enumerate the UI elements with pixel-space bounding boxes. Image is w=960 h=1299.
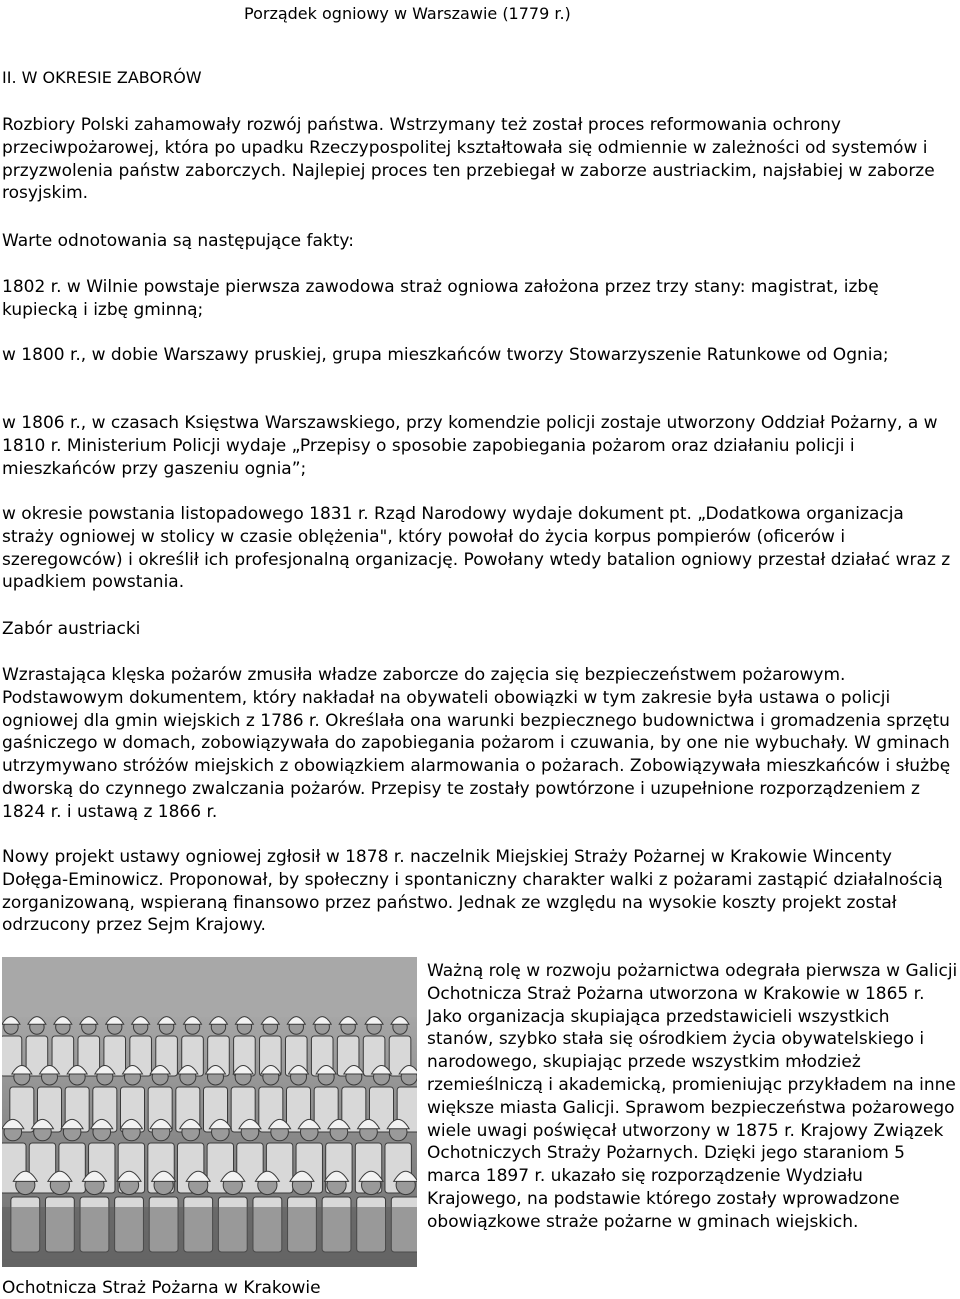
- side-paragraph: Ważną rolę w rozwoju pożarnictwa odegrała pierwsza w Galicji Ochotnicza Straż Pożarna utworzona w Krakowie w 1865 r. Jako organizacja skupiająca przedstawicieli wszystkich stanów, szybko stała się ośrodkiem życia obywatelskiego i narodowego, skupiając przede wszystkim młodzież rzemieślniczą i akademicką, promieniując przykładem na inne większe miasta Galicji. Sprawom bezpieczeństwa pożarowego wiele uwagi poświęcał utworzony w 1875 r. Krajowy Związek Ochotniczych Straży Pożarnych. Dzięki jego staraniom 5 marca 1897 r. ukazało się rozporządzenie Wydziału Krajowego, na podstawie którego zostały wprowadzone obowiązkowe straże pożarne w gminach wiejskich.: [427, 961, 958, 1232]
- subsection-heading-austrian: Zabór austriacki: [2, 619, 141, 639]
- fact-1806-paragraph: w 1806 r., w czasach Księstwa Warszawskiego, przy komendzie policji zostaje utworzony Oddział Pożarny, a w 1810 r. Ministerium Policji wydaje „Przepisy o sposobie zapobiegania pożarom oraz działaniu policji i mieszkańców przy gaszeniu ognia”;: [2, 413, 938, 479]
- section-heading: II. W OKRESIE ZABORÓW: [2, 68, 202, 87]
- fact-1800-paragraph: w 1800 r., w dobie Warszawy pruskiej, grupa mieszkańców tworzy Stowarzyszenie Ratunkowe od Ognia;: [2, 345, 889, 365]
- group-photo-illustration: [2, 957, 417, 1267]
- fact-1831-paragraph: w okresie powstania listopadowego 1831 r. Rząd Narodowy wydaje dokument pt. „Dodatkowa organizacja straży ogniowej w stolicy w czasie oblężenia", który powołał do życia korpus pompierów (oficerów i szeregowców) i określił ich profesjonalną organizację. Powołany wtedy batalion ogniowy przestał działać wraz z upadkiem powstania.: [2, 504, 951, 593]
- nowy-projekt-paragraph: Nowy projekt ustawy ogniowej zgłosił w 1878 r. naczelnik Miejskiej Straży Pożarnej w Krakowie Wincenty Dołęga-Eminowicz. Proponował, by społeczny i spontaniczny charakter walki z pożarami zastąpić działalnością zorganizowaną, wspieraną finansowo przez państwo. Jednak ze względu na wysokie koszty projekt został odrzucony przez Sejm Krajowy.: [2, 847, 943, 936]
- wzrastajaca-paragraph: Wzrastająca klęska pożarów zmusiła władze zaborcze do zajęcia się bezpieczeństwem pożarowym. Podstawowym dokumentem, który nakładał na obywateli obowiązki w tym zakresie była ustawa o policji ogniowej dla gmin wiejskich z 1786 r. Określała ona warunki bezpiecznego budownictwa i gromadzenia sprzętu gaśniczego w domach, zobowiązywała do zapobiegania pożarom i czuwania, by one nie wybuchały. W gminach utrzymywano stróżów miejskich z obowiązkiem alarmowania o pożarach. Zobowiązywała mieszkańców i służbę dworską do czynnego zwalczania pożarów. Przepisy te zostały powtórzone i uzupełnione rozporządzeniem z 1824 r. i ustawą z 1866 r.: [2, 665, 951, 822]
- top-image-caption: Porządek ogniowy w Warszawie (1779 r.): [244, 4, 571, 23]
- facts-intro-paragraph: Warte odnotowania są następujące fakty:: [2, 231, 354, 251]
- photo-caption: Ochotnicza Straż Pożarna w Krakowie: [2, 1278, 321, 1298]
- fire-brigade-photo: [2, 957, 417, 1267]
- fact-1802-paragraph: 1802 r. w Wilnie powstaje pierwsza zawodowa straż ogniowa założona przez trzy stany: magistrat, izbę kupiecką i izbę gminną;: [2, 277, 879, 320]
- intro-paragraph: Rozbiory Polski zahamowały rozwój państwa. Wstrzymany też został proces reformowania ochrony przeciwpożarowej, która po upadku Rzeczypospolitej kształtowała się odmiennie w zależności od systemów i przyzwolenia państw zaborczych. Najlepiej proces ten przebiegał w zaborze austriackim, najsłabiej w zaborze rosyjskim.: [2, 115, 935, 204]
